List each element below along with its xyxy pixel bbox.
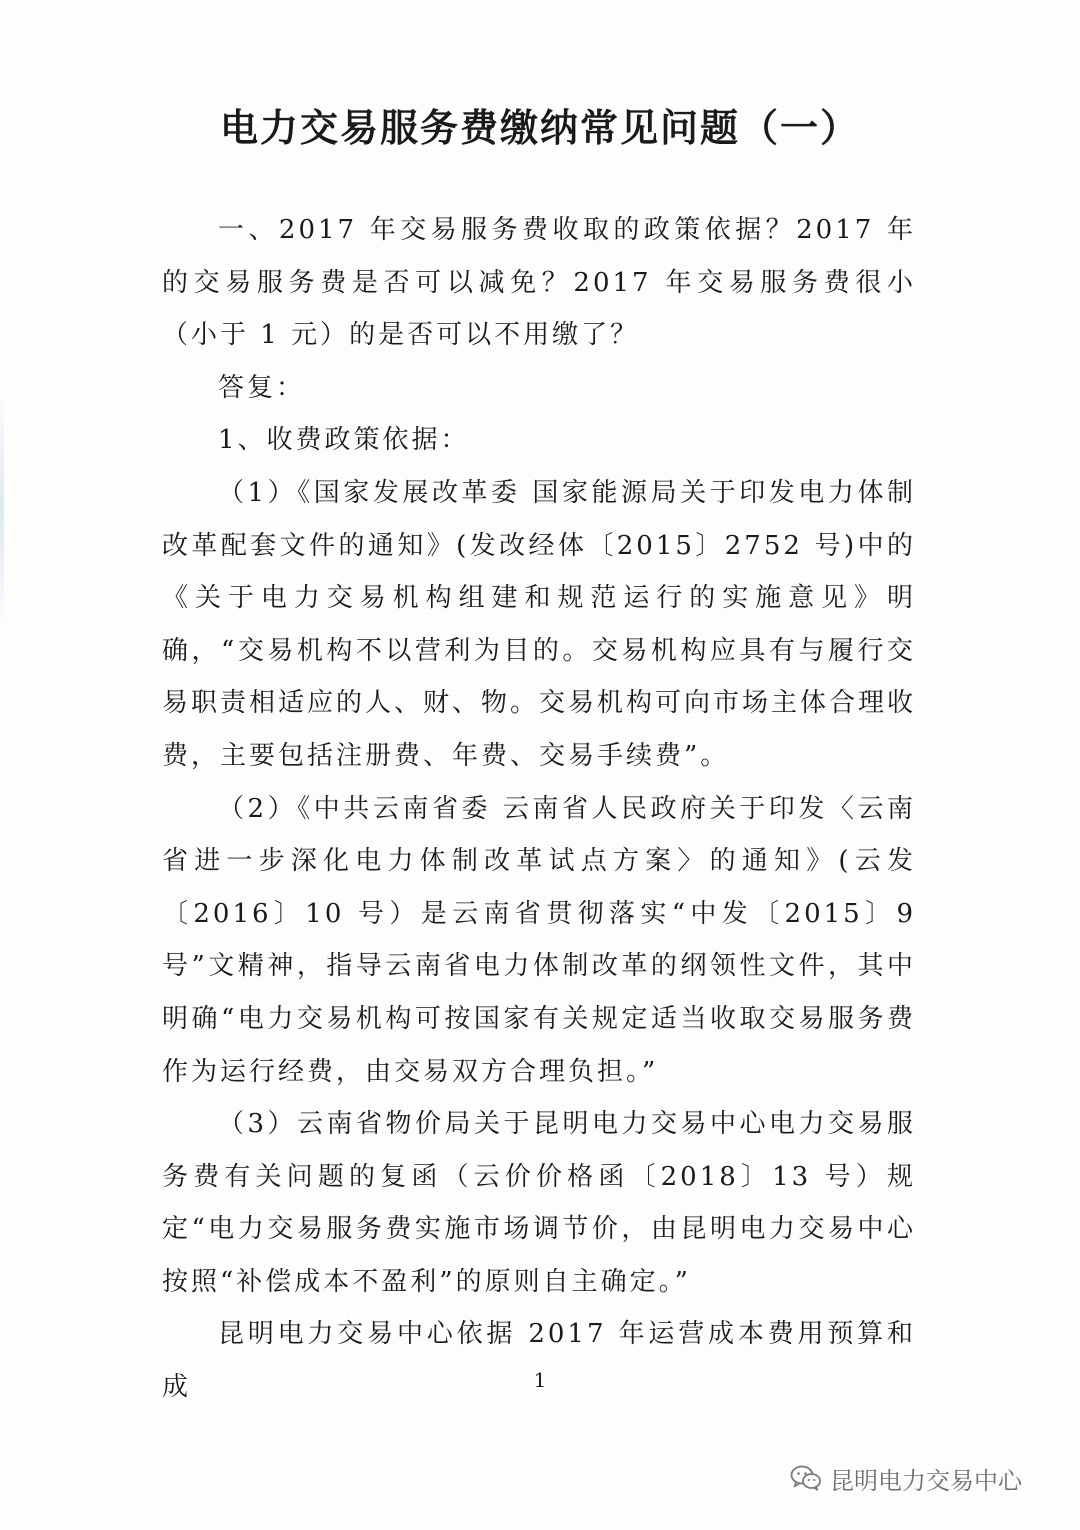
continuation-paragraph: 昆明电力交易中心依据 2017 年运营成本费用预算和成 [162,1319,916,1403]
document-body [162,204,916,1414]
question-paragraph: 一、2017 年交易服务费收取的政策依据？2017 年的交易服务费是否可以减免？2017 年交易服务费很小（小于 1 元）的是否可以不用缴了？ [162,215,916,351]
policy-item-3: （3）云南省物价局关于昆明电力交易中心电力交易服务费有关问题的复函（云价价格函〔2018〕13 号）规定“电力交易服务费实施市场调节价，由昆明电力交易中心按照“补偿成本不盈利”的原则自主确定。” [162,1109,916,1297]
account-watermark [790,1456,1022,1500]
policy-basis-heading: 1、收费政策依据： [218,425,470,456]
document-title: 电力交易服务费缴纳常见问题（一） [219,105,860,150]
answer-heading: 答复： [218,372,306,403]
policy-item-1: （1）《国家发展改革委 国家能源局关于印发电力体制改革配套文件的通知》(发改经体〔2015〕2752 号)中的《关于电力交易机构组建和规范运行的实施意见》明确，“交易机构不以营利为目的。交易机构应具有与履行交易职责相适应的人、财、物。交易机构可向市场主体合理收费，主要包括注册费、年费、交易手续费”。 [162,477,917,771]
watermark-text: 昆明电力交易中心 [830,1466,1022,1495]
wechat-icon [790,1464,822,1492]
policy-item-2: （2）《中共云南省委 云南省人民政府关于印发〈云南省进一步深化电力体制改革试点方案〉的通知》(云发〔2016〕10 号）是云南省贯彻落实“中发〔2015〕9 号”文精神，指导云南省电力体制改革的纲领性文件，其中明确“电力交易机构可按国家有关规定适当收取交易服务费作为运行经费，由交易双方合理负担。” [162,793,916,1087]
scan-edge-artifact [0,380,4,640]
page-number: 1 [533,1368,547,1392]
